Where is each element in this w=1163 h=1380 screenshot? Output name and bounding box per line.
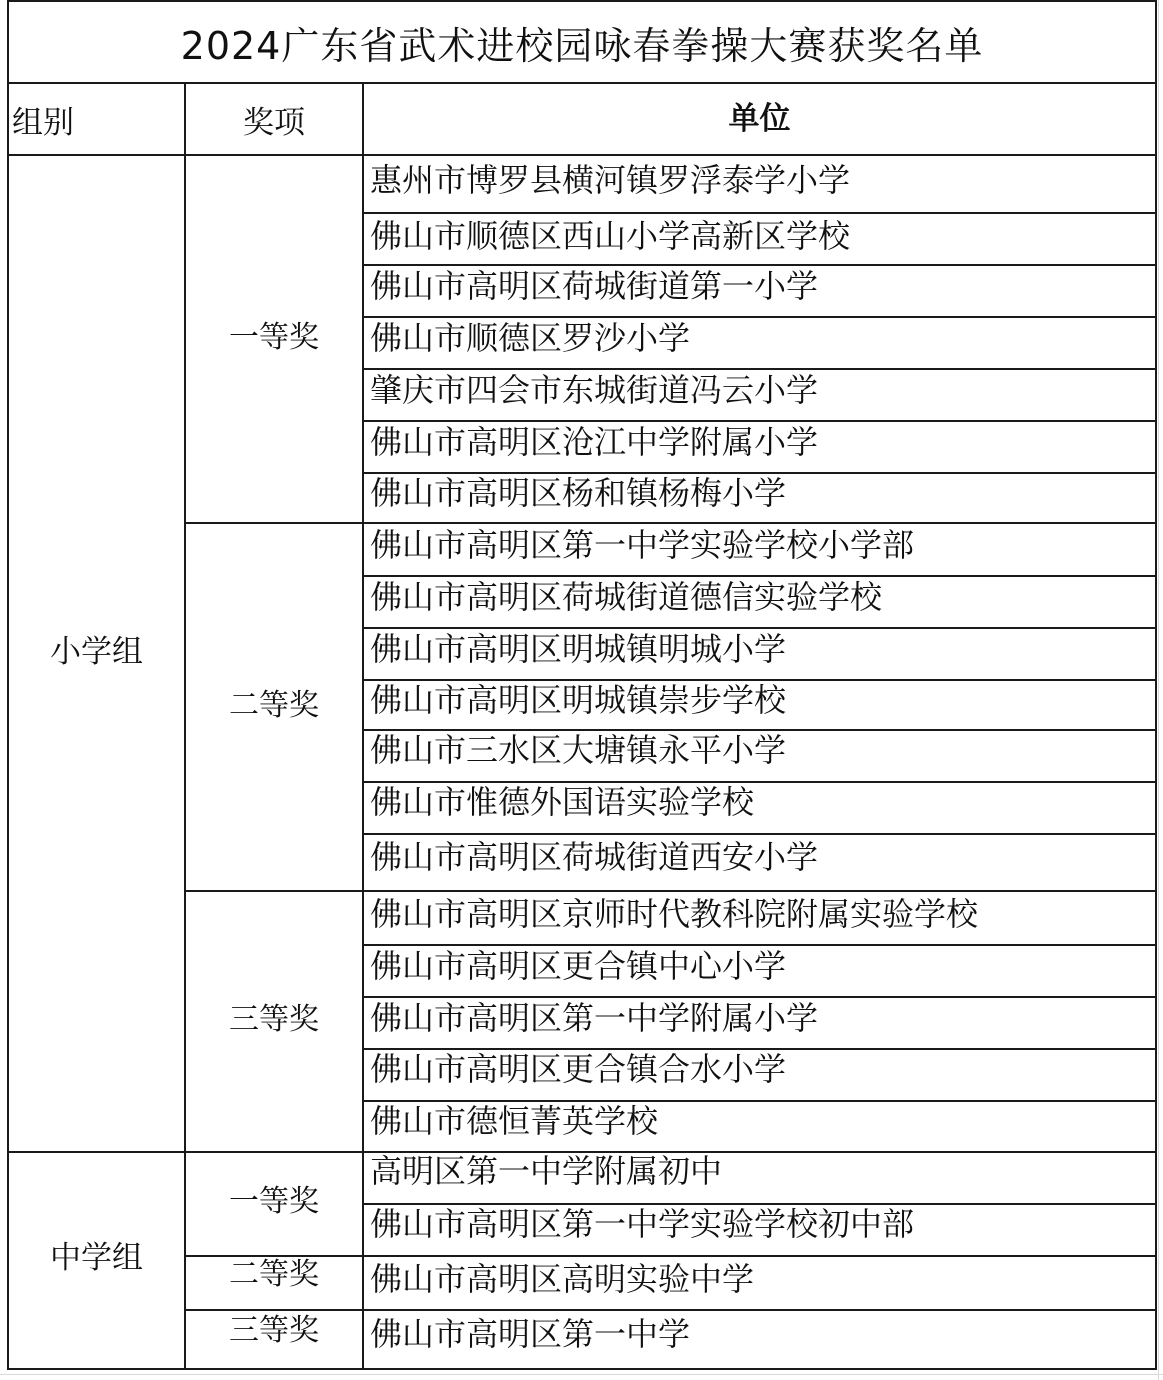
award-cell: 三等奖 — [229, 1313, 319, 1348]
unit-cell: 佛山市惟德外国语实验学校 — [370, 783, 755, 821]
award-cell: 一等奖 — [229, 1184, 319, 1219]
group-cell-secondary: 中学组 — [50, 1239, 143, 1276]
unit-cell: 佛山市高明区第一中学实验学校小学部 — [370, 526, 915, 564]
award-cell: 二等奖 — [229, 1257, 319, 1292]
unit-cell: 惠州市博罗县横河镇罗浮泰学小学 — [370, 161, 851, 199]
border-left — [7, 0, 9, 1370]
header-group: 组别 — [12, 104, 74, 141]
unit-cell: 佛山市高明区第一中学实验学校初中部 — [370, 1205, 915, 1243]
unit-cell: 佛山市高明区明城镇明城小学 — [370, 630, 787, 668]
unit-cell: 佛山市高明区荷城街道第一小学 — [370, 267, 819, 305]
unit-cell: 佛山市高明区更合镇中心小学 — [370, 947, 787, 985]
row-line-table-bottom — [7, 1368, 1157, 1370]
unit-cell: 佛山市高明区杨和镇杨梅小学 — [370, 474, 787, 512]
unit-cell: 高明区第一中学附属初中 — [370, 1152, 723, 1190]
unit-cell: 佛山市高明区沧江中学附属小学 — [370, 423, 819, 461]
group-cell-primary: 小学组 — [50, 633, 143, 670]
unit-cell: 佛山市高明区荷城街道德信实验学校 — [370, 578, 883, 616]
unit-cell: 佛山市高明区第一中学 — [370, 1315, 691, 1353]
award-cell: 一等奖 — [229, 320, 319, 355]
award-cell: 二等奖 — [229, 688, 319, 723]
unit-cell: 佛山市高明区更合镇合水小学 — [370, 1050, 787, 1088]
unit-cell: 佛山市德恒菁英学校 — [370, 1102, 659, 1140]
award-cell: 三等奖 — [229, 1002, 319, 1037]
unit-cell: 佛山市高明区第一中学附属小学 — [370, 999, 819, 1037]
unit-cell: 肇庆市四会市东城街道冯云小学 — [370, 371, 819, 409]
header-award: 奖项 — [243, 104, 305, 141]
unit-cell: 佛山市高明区高明实验中学 — [370, 1260, 755, 1298]
header-unit: 单位 — [728, 100, 791, 137]
unit-cell: 佛山市顺德区罗沙小学 — [370, 319, 691, 357]
unit-cell: 佛山市高明区明城镇崇步学校 — [370, 681, 787, 719]
unit-cell: 佛山市三水区大塘镇永平小学 — [370, 731, 787, 769]
page-title: 2024广东省武术进校园咏春拳操大赛获奖名单 — [180, 23, 984, 68]
unit-cell: 佛山市高明区荷城街道西安小学 — [370, 838, 819, 876]
unit-cell: 佛山市高明区京师时代教科院附属实验学校 — [370, 895, 979, 933]
grid-line-bottom — [0, 1374, 1163, 1375]
unit-cell: 佛山市顺德区西山小学高新区学校 — [370, 217, 851, 255]
